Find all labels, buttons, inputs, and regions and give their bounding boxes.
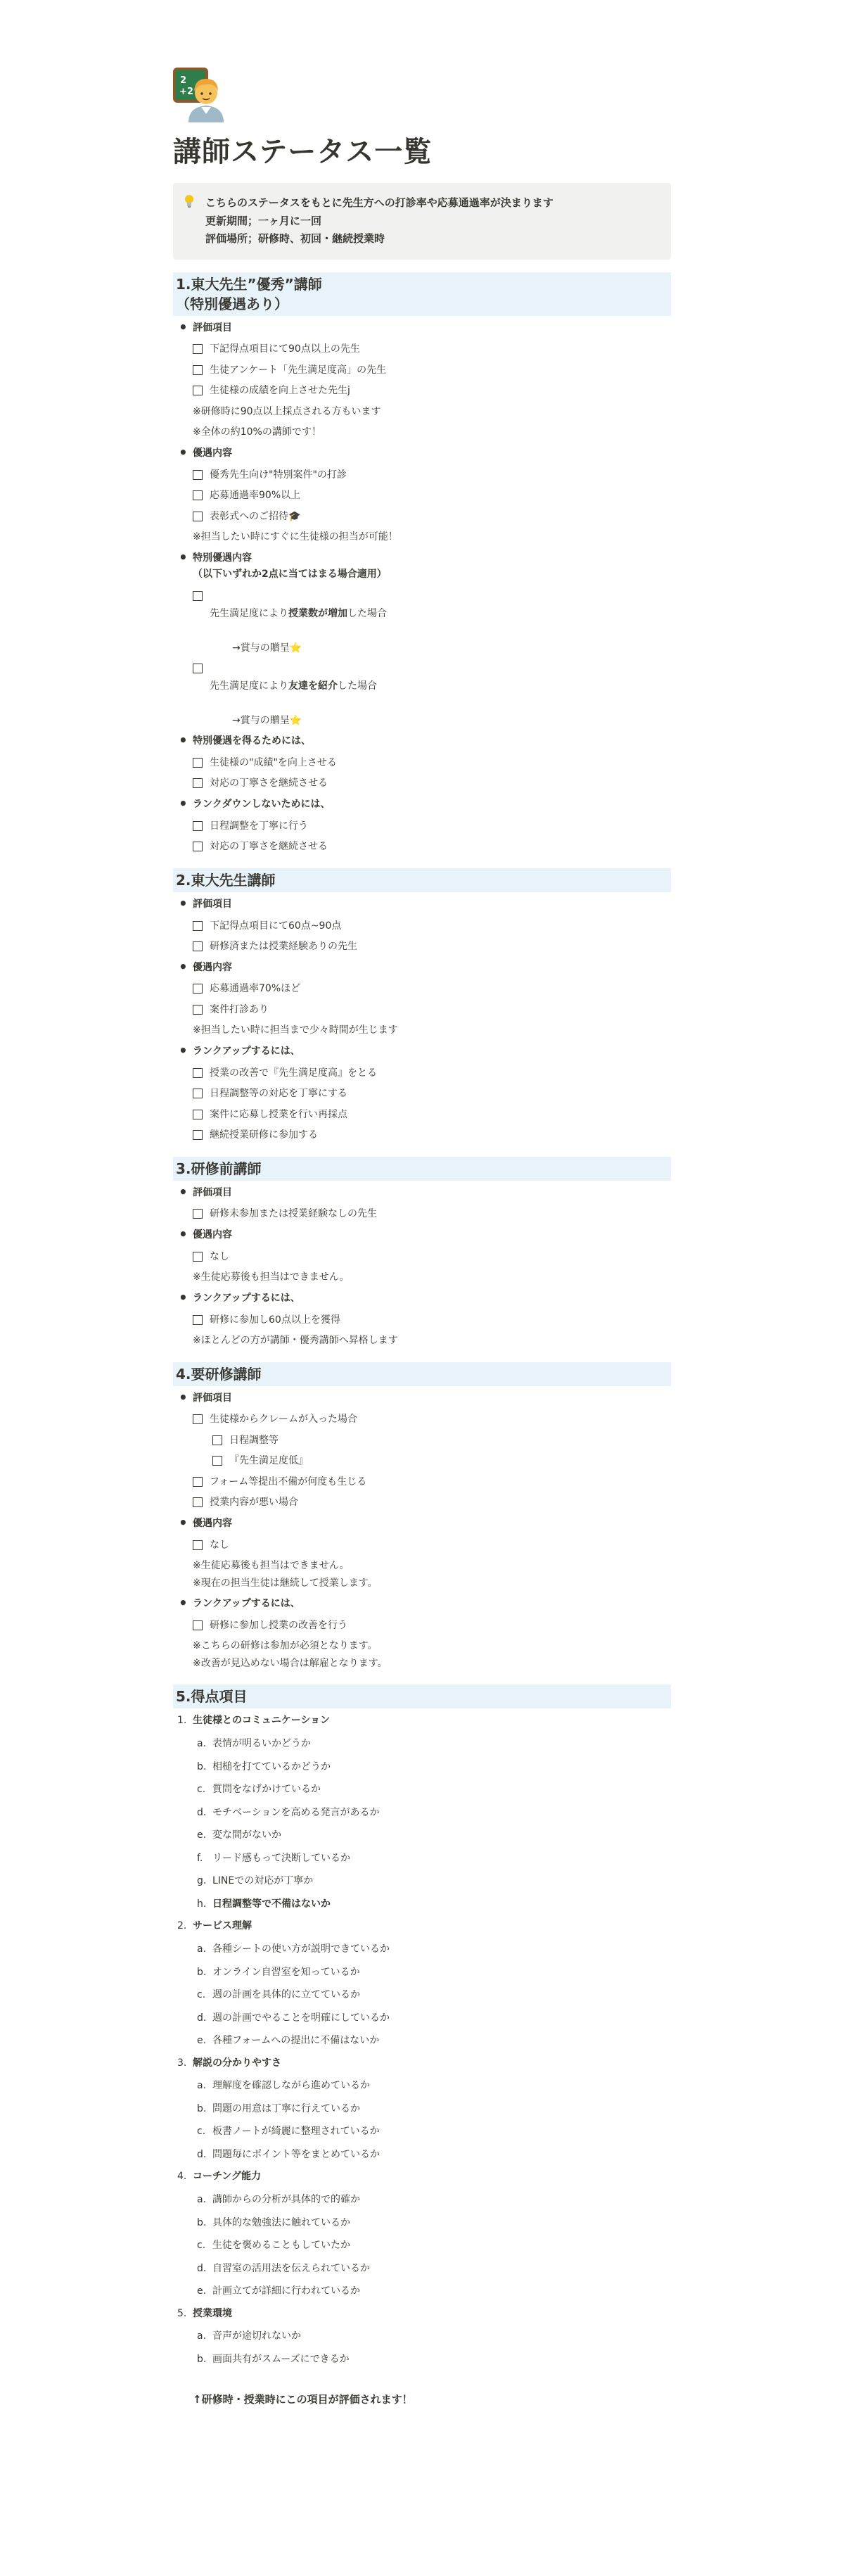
checkbox[interactable] [193, 1497, 203, 1507]
score-item [193, 2328, 671, 2345]
checkbox[interactable] [193, 821, 203, 831]
score-category-title: 解説の分かりやすさ [193, 2057, 281, 2069]
checkbox[interactable] [193, 778, 203, 788]
score-item [193, 1896, 671, 1913]
todo-item [193, 918, 671, 935]
checkbox[interactable] [193, 1089, 203, 1098]
list-number: 1. [177, 1715, 187, 1727]
score-item [193, 2260, 671, 2278]
score-item-text: モチベーションを高める発言があるか [212, 1806, 380, 1818]
todo-item [193, 1001, 671, 1019]
list-letter: h. [197, 1898, 207, 1910]
score-category [173, 1713, 671, 1912]
bullet-label: • 評価項目 [193, 898, 232, 910]
todo-item [193, 660, 671, 729]
todo-item [193, 1106, 671, 1124]
score-item-text: LINEでの対応が丁寧か [212, 1875, 314, 1887]
todo-text: 『先生満足度低』 [229, 1455, 308, 1467]
todo-item [193, 467, 671, 484]
callout-line: こちらのステータスをもとに先生方への打診率や応募通過率が決まります [205, 196, 554, 209]
list-letter: g. [197, 1875, 207, 1887]
callout [173, 183, 671, 260]
note: ※全体の約10%の講師です！ [193, 426, 321, 438]
score-item [193, 1758, 671, 1776]
checkbox[interactable] [193, 1130, 203, 1140]
checkbox[interactable] [193, 1315, 203, 1325]
score-item-text: 理解度を確認しながら進めているか [212, 2080, 370, 2092]
todo-item [193, 1494, 671, 1511]
todo-text: 研修済または授業経験ありの先生 [210, 941, 357, 953]
todo-text-part: 先生満足度により [210, 680, 288, 692]
list-letter: c. [197, 1784, 206, 1796]
list-letter: c. [197, 2126, 206, 2138]
checkbox[interactable] [193, 921, 203, 931]
checkbox[interactable] [193, 1068, 203, 1078]
checkbox[interactable] [193, 1414, 203, 1424]
todo-item [193, 754, 671, 772]
score-item-text: 画面共有がスムーズにできるか [212, 2353, 350, 2365]
score-category [173, 2169, 671, 2299]
score-item [193, 2283, 671, 2300]
bullet-item [173, 733, 671, 750]
list-letter: b. [197, 2353, 207, 2365]
bullet-item [173, 1043, 671, 1060]
bullet-label: • 評価項目 [193, 322, 232, 334]
list-letter: e. [197, 1829, 207, 1841]
bullet-label: • ランクダウンしないためには、 [193, 798, 331, 810]
list-letter: d. [197, 1806, 207, 1818]
todo-item [193, 1205, 671, 1223]
list-letter: b. [197, 1966, 207, 1978]
bullet-label: • 優遇内容 [193, 961, 232, 973]
todo-text: 応募通過率90%以上 [210, 490, 301, 502]
todo-text: なし [210, 1250, 229, 1262]
checkbox[interactable] [193, 512, 203, 521]
score-category-title: 生徒様とのコミュニケーション [193, 1715, 331, 1727]
page [173, 0, 671, 2406]
todo-item [193, 1537, 671, 1554]
checkbox[interactable] [193, 758, 203, 768]
note: ※担当したい時に担当まで少々時間が生じます [193, 1024, 398, 1036]
checkbox[interactable] [193, 1620, 203, 1630]
todo-item [193, 1085, 671, 1103]
list-number: 4. [177, 2171, 187, 2183]
bullet-item [173, 896, 671, 913]
bullet-label: • 特別優遇を得るためには、 [193, 735, 311, 747]
score-list [173, 1713, 671, 2368]
list-letter: c. [197, 1989, 206, 2001]
checkbox[interactable] [193, 1005, 203, 1015]
list-letter: f. [197, 1852, 203, 1864]
checkbox[interactable] [193, 1477, 203, 1487]
checkbox[interactable] [193, 664, 203, 673]
note: ※研修時に90点以上採点される方もいます [193, 405, 381, 417]
list-letter: b. [197, 2216, 207, 2228]
bullet-item [173, 1290, 671, 1307]
svg-text:2: 2 [180, 75, 187, 86]
todo-text: 生徒様の成績を向上させた先生j [210, 385, 350, 397]
score-item [193, 2100, 671, 2118]
checkbox[interactable] [193, 591, 203, 601]
score-item [193, 1964, 671, 1981]
bullet-item [173, 445, 671, 462]
bullet-label: • 評価項目 [193, 1186, 232, 1198]
todo-item [193, 938, 671, 956]
todo-text: 研修に参加し授業の改善を行う [210, 1619, 347, 1631]
score-item-text: 音声が途切れないか [212, 2330, 301, 2342]
score-item-text: 相槌を打てているかどうか [212, 1760, 331, 1772]
todo-text: フォーム等提出不備が何度も生じる [210, 1476, 367, 1487]
bullet-item [173, 797, 671, 813]
todo-text: 案件に応募し授業を行い再採点 [210, 1108, 347, 1120]
score-category [173, 2055, 671, 2164]
score-item-text: 講師からの分析が具体的で的確か [212, 2194, 360, 2206]
todo-text: 日程調整等の対応を丁寧にする [210, 1088, 347, 1100]
score-item [193, 2123, 671, 2140]
todo-text: 案件打診あり [210, 1003, 269, 1015]
score-item [193, 1735, 671, 1753]
list-number: 2. [177, 1920, 187, 1932]
todo-text: 表彰式へのご招待🎓 [210, 510, 301, 522]
bullet-label: • ランクアップするには、 [193, 1598, 300, 1610]
list-number: 3. [177, 2057, 187, 2069]
score-item-text: リード感もって決断しているか [212, 1852, 350, 1864]
checkbox[interactable] [212, 1456, 222, 1466]
score-item [193, 1850, 671, 1867]
bullet-item [173, 1185, 671, 1202]
list-letter: c. [197, 2240, 206, 2252]
note: ※生徒応募後も担当はできません。 [193, 1560, 350, 1572]
todo-item [193, 1248, 671, 1266]
checkbox[interactable] [193, 365, 203, 375]
todo-item [193, 838, 671, 856]
bullet-item [173, 960, 671, 977]
score-item-text: 計画立てが詳細に行われているか [212, 2285, 360, 2297]
score-item-text: 板書ノートが綺麗に整理されているか [212, 2126, 380, 2138]
todo-text: 優秀先生向け"特別案件"の打診 [210, 469, 347, 481]
score-item-text: 各種シートの使い方が説明できているか [212, 1943, 390, 1955]
bullet-item [173, 550, 671, 584]
bullet-item [173, 1516, 671, 1533]
score-category-title: 授業環境 [193, 2307, 232, 2319]
list-letter: a. [197, 2330, 207, 2342]
checkbox[interactable] [212, 1435, 222, 1445]
list-letter: a. [197, 2080, 207, 2092]
score-category [173, 2306, 671, 2368]
todo-text: 継続授業研修に参加する [210, 1129, 318, 1141]
score-category-title: コーチング能力 [193, 2171, 262, 2183]
section-heading: 2.東大先生講師 [173, 868, 671, 892]
score-item [193, 1804, 671, 1822]
todo-text: 研修未参加または授業経験なしの先生 [210, 1208, 377, 1220]
score-item [193, 2237, 671, 2254]
todo-text-part: した場合 [347, 607, 387, 619]
score-item-text: 日程調整等で不備はないか [212, 1898, 331, 1910]
bullet-item [173, 320, 671, 337]
list-letter: b. [197, 1760, 207, 1772]
list-letter: e. [197, 2285, 207, 2297]
checkbox[interactable] [193, 1110, 203, 1119]
score-item [193, 2146, 671, 2164]
checkbox[interactable] [193, 470, 203, 480]
score-item-text: 具体的な勉強法に触れているか [212, 2216, 350, 2228]
score-item-text: 変な間がないか [212, 1829, 281, 1841]
score-item [193, 1827, 671, 1844]
callout-line: 評価場所；研修時、初回・継続授業時 [205, 232, 385, 245]
bullet-item [173, 1227, 671, 1244]
note: ※ほとんどの方が講師・優秀講師へ昇格します [193, 1335, 398, 1347]
score-item-text: 自習室の活用法を伝えられているか [212, 2262, 370, 2274]
todo-item [193, 1312, 671, 1329]
bullet-label: • ランクアップするには、 [193, 1045, 300, 1057]
list-letter: a. [197, 1738, 207, 1750]
todo-item [212, 1452, 671, 1470]
section-heading: 1.東大先生”優秀”講師 （特別優遇あり） [173, 272, 671, 316]
bullet-item [173, 1390, 671, 1407]
score-item-text: 表情が明るいかどうか [212, 1738, 311, 1750]
todo-item [193, 818, 671, 835]
list-number: 5. [177, 2307, 187, 2319]
svg-text:+2: +2 [179, 87, 193, 97]
todo-text: なし [210, 1539, 229, 1551]
checkbox[interactable] [193, 941, 203, 951]
section-heading: 3.研修前講師 [173, 1157, 671, 1181]
score-item-text: 質問をなげかけているか [212, 1784, 321, 1796]
score-category [173, 1918, 671, 2049]
score-item-text: オンライン自習室を知っているか [212, 1966, 360, 1978]
note: ※生徒応募後も担当はできません。 [193, 1271, 350, 1283]
checkbox[interactable] [193, 984, 203, 994]
bullet-label: • 優遇内容 [193, 1229, 232, 1241]
teacher-icon [173, 68, 228, 122]
score-item [193, 2077, 671, 2095]
todo-text: 日程調整等 [229, 1434, 279, 1446]
score-item [193, 1986, 671, 2004]
checkbox[interactable] [193, 386, 203, 395]
score-item [193, 2214, 671, 2232]
score-item [193, 2010, 671, 2027]
todo-text-part: →賞与の贈呈 [232, 714, 290, 726]
score-item [193, 1872, 671, 1890]
score-item-text: 問題毎にポイント等をまとめているか [212, 2148, 380, 2160]
note: ※こちらの研修は参加が必須となります。 [193, 1640, 378, 1652]
page-title: 講師ステータス一覧 [173, 136, 433, 168]
bullet-label: • 特別優遇内容 （以下いずれか2点に当てはまる場合適用） [193, 552, 387, 580]
list-letter: a. [197, 1943, 207, 1955]
todo-text-part: した場合 [338, 680, 377, 692]
todo-text-part: →賞与の贈呈 [232, 642, 290, 654]
checkbox[interactable] [193, 344, 203, 354]
note: ※現在の担当生徒は継続して授業します。 [193, 1577, 378, 1589]
todo-item [193, 1617, 671, 1635]
todo-item [193, 1065, 671, 1082]
checkbox[interactable] [193, 1540, 203, 1550]
todo-text: 応募通過率70%ほど [210, 983, 301, 995]
checkbox[interactable] [193, 1209, 203, 1219]
todo-text: 授業内容が悪い場合 [210, 1497, 298, 1509]
callout-line: 更新期間；一ヶ月に一回 [205, 214, 322, 227]
footer-note: ↑研修時・授業時にこの項目が評価されます！ [193, 2393, 413, 2406]
bullet-label: • ランクアップするには、 [193, 1292, 300, 1304]
todo-item [193, 980, 671, 998]
bullet-item [173, 1596, 671, 1613]
todo-item [193, 508, 671, 526]
todo-item [193, 1411, 671, 1428]
todo-text-part: 先生満足度により [210, 607, 288, 619]
list-letter: d. [197, 2012, 207, 2024]
todo-text: 生徒アンケート「先生満足度高」の先生 [210, 364, 387, 376]
todo-text: 下記得点項目にて60点~90点 [210, 920, 342, 932]
todo-text-bold: 授業数が増加 [288, 607, 347, 619]
section-heading: 4.要研修講師 [173, 1362, 671, 1386]
score-item-text: 問題の用意は丁寧に行えているか [212, 2102, 360, 2114]
todo-text: 対応の丁寧さを継続させる [210, 841, 328, 853]
checkbox[interactable] [193, 490, 203, 500]
todo-text: 日程調整を丁寧に行う [210, 820, 308, 832]
star-icon: ⭐ [289, 642, 302, 654]
todo-text [210, 588, 387, 656]
list-letter: a. [197, 2194, 207, 2206]
todo-text: 研修に参加し60点以上を獲得 [210, 1314, 340, 1326]
list-letter: d. [197, 2148, 207, 2160]
todo-item [193, 362, 671, 379]
todo-text: 対応の丁寧さを継続させる [210, 778, 328, 789]
todo-item [193, 588, 671, 656]
lightbulb-icon [181, 194, 197, 248]
todo-text: 下記得点項目にて90点以上の先生 [210, 343, 360, 355]
note: ※改善が見込めない場合は解雇となります。 [193, 1657, 388, 1669]
checkbox[interactable] [193, 842, 203, 851]
checkbox[interactable] [193, 1252, 203, 1262]
todo-item [193, 382, 671, 400]
score-category-title: サービス理解 [193, 1920, 252, 1932]
todo-text-bold: 友達を紹介 [288, 680, 338, 692]
note: ※担当したい時にすぐに生徒様の担当が可能！ [193, 531, 398, 543]
todo-item [212, 1432, 671, 1449]
list-letter: b. [197, 2102, 207, 2114]
score-item-text: 生徒を褒めることもしていたか [212, 2240, 350, 2252]
todo-item [193, 341, 671, 358]
score-item-text: 週の計画を具体的に立てているか [212, 1989, 360, 2001]
score-item-text: 各種フォームへの提出に不備はないか [212, 2035, 380, 2047]
todo-item [193, 1473, 671, 1491]
score-item [193, 1941, 671, 1958]
todo-text: 生徒様の"成績"を向上させる [210, 756, 337, 768]
bullet-label: • 優遇内容 [193, 447, 232, 459]
bullet-label: • 評価項目 [193, 1392, 232, 1404]
list-letter: e. [197, 2035, 207, 2047]
score-item [193, 2351, 671, 2368]
todo-text: 生徒様からクレームが入った場合 [210, 1414, 357, 1426]
todo-text: 授業の改善で『先生満足度高』をとる [210, 1067, 377, 1079]
score-item [193, 1781, 671, 1798]
todo-item [193, 775, 671, 792]
score-item-text: 週の計画でやることを明確にしているか [212, 2012, 390, 2024]
todo-item [193, 487, 671, 505]
star-icon: ⭐ [289, 714, 302, 726]
score-item [193, 2032, 671, 2050]
section-heading: 5.得点項目 [173, 1684, 671, 1708]
bullet-label: • 優遇内容 [193, 1517, 232, 1529]
todo-text [210, 660, 377, 729]
todo-item [193, 1127, 671, 1144]
score-item [193, 2191, 671, 2209]
list-letter: d. [197, 2262, 207, 2274]
